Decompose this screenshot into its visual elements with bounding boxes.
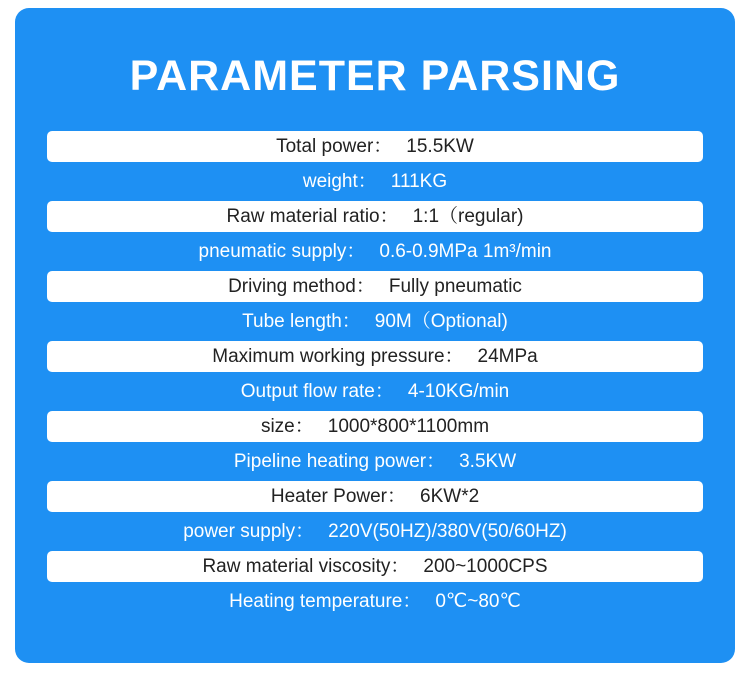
list-item	[47, 131, 703, 162]
list-item	[47, 236, 703, 267]
parameter-panel	[15, 8, 735, 663]
parameter-value: 0℃~80℃	[435, 591, 521, 612]
parameter-list	[15, 131, 735, 617]
list-item	[47, 306, 703, 337]
parameter-label: Total power：	[276, 136, 393, 157]
list-item	[47, 586, 703, 617]
parameter-value: 90M（Optional)	[374, 311, 508, 332]
parameter-value: 15.5KW	[406, 136, 474, 157]
list-item	[47, 551, 703, 582]
parameter-value: 0.6-0.9MPa 1m³/min	[379, 241, 552, 262]
parameter-value: 1000*800*1100mm	[327, 416, 490, 437]
parameter-label: Driving method：	[228, 276, 375, 297]
parameter-value: 1:1（regular)	[412, 206, 524, 227]
parameter-value: 220V(50HZ)/380V(50/60HZ)	[328, 521, 567, 542]
parameter-label: Heating temperature：	[229, 591, 422, 612]
parameter-label: Heater Power：	[270, 486, 407, 507]
parameter-value: 6KW*2	[420, 486, 480, 507]
list-item	[47, 166, 703, 197]
parameter-label: Raw material ratio：	[226, 206, 399, 227]
parameter-label: Output flow rate：	[240, 381, 394, 402]
parameter-value: 4-10KG/min	[407, 381, 510, 402]
parameter-label: Tube length：	[242, 311, 361, 332]
list-item	[47, 516, 703, 547]
list-item	[47, 201, 703, 232]
list-item	[47, 271, 703, 302]
parameter-value: Fully pneumatic	[388, 276, 522, 297]
list-item	[47, 411, 703, 442]
parameter-value: 111KG	[390, 171, 448, 192]
list-item	[47, 481, 703, 512]
list-item	[47, 341, 703, 372]
parameter-label: Raw material viscosity：	[202, 556, 410, 577]
parameter-label: Maximum working pressure：	[212, 346, 464, 367]
parameter-value: 200~1000CPS	[423, 556, 548, 577]
parameter-value: 3.5KW	[459, 451, 517, 472]
parameter-label: pneumatic supply：	[198, 241, 366, 262]
parameter-value: 24MPa	[477, 346, 538, 367]
parameter-label: weight：	[302, 171, 377, 192]
parameter-label: size：	[260, 416, 314, 437]
list-item	[47, 446, 703, 477]
parameter-label: Pipeline heating power：	[233, 451, 446, 472]
page-title: PARAMETER PARSING	[129, 52, 621, 100]
list-item	[47, 376, 703, 407]
parameter-label: power supply：	[183, 521, 315, 542]
